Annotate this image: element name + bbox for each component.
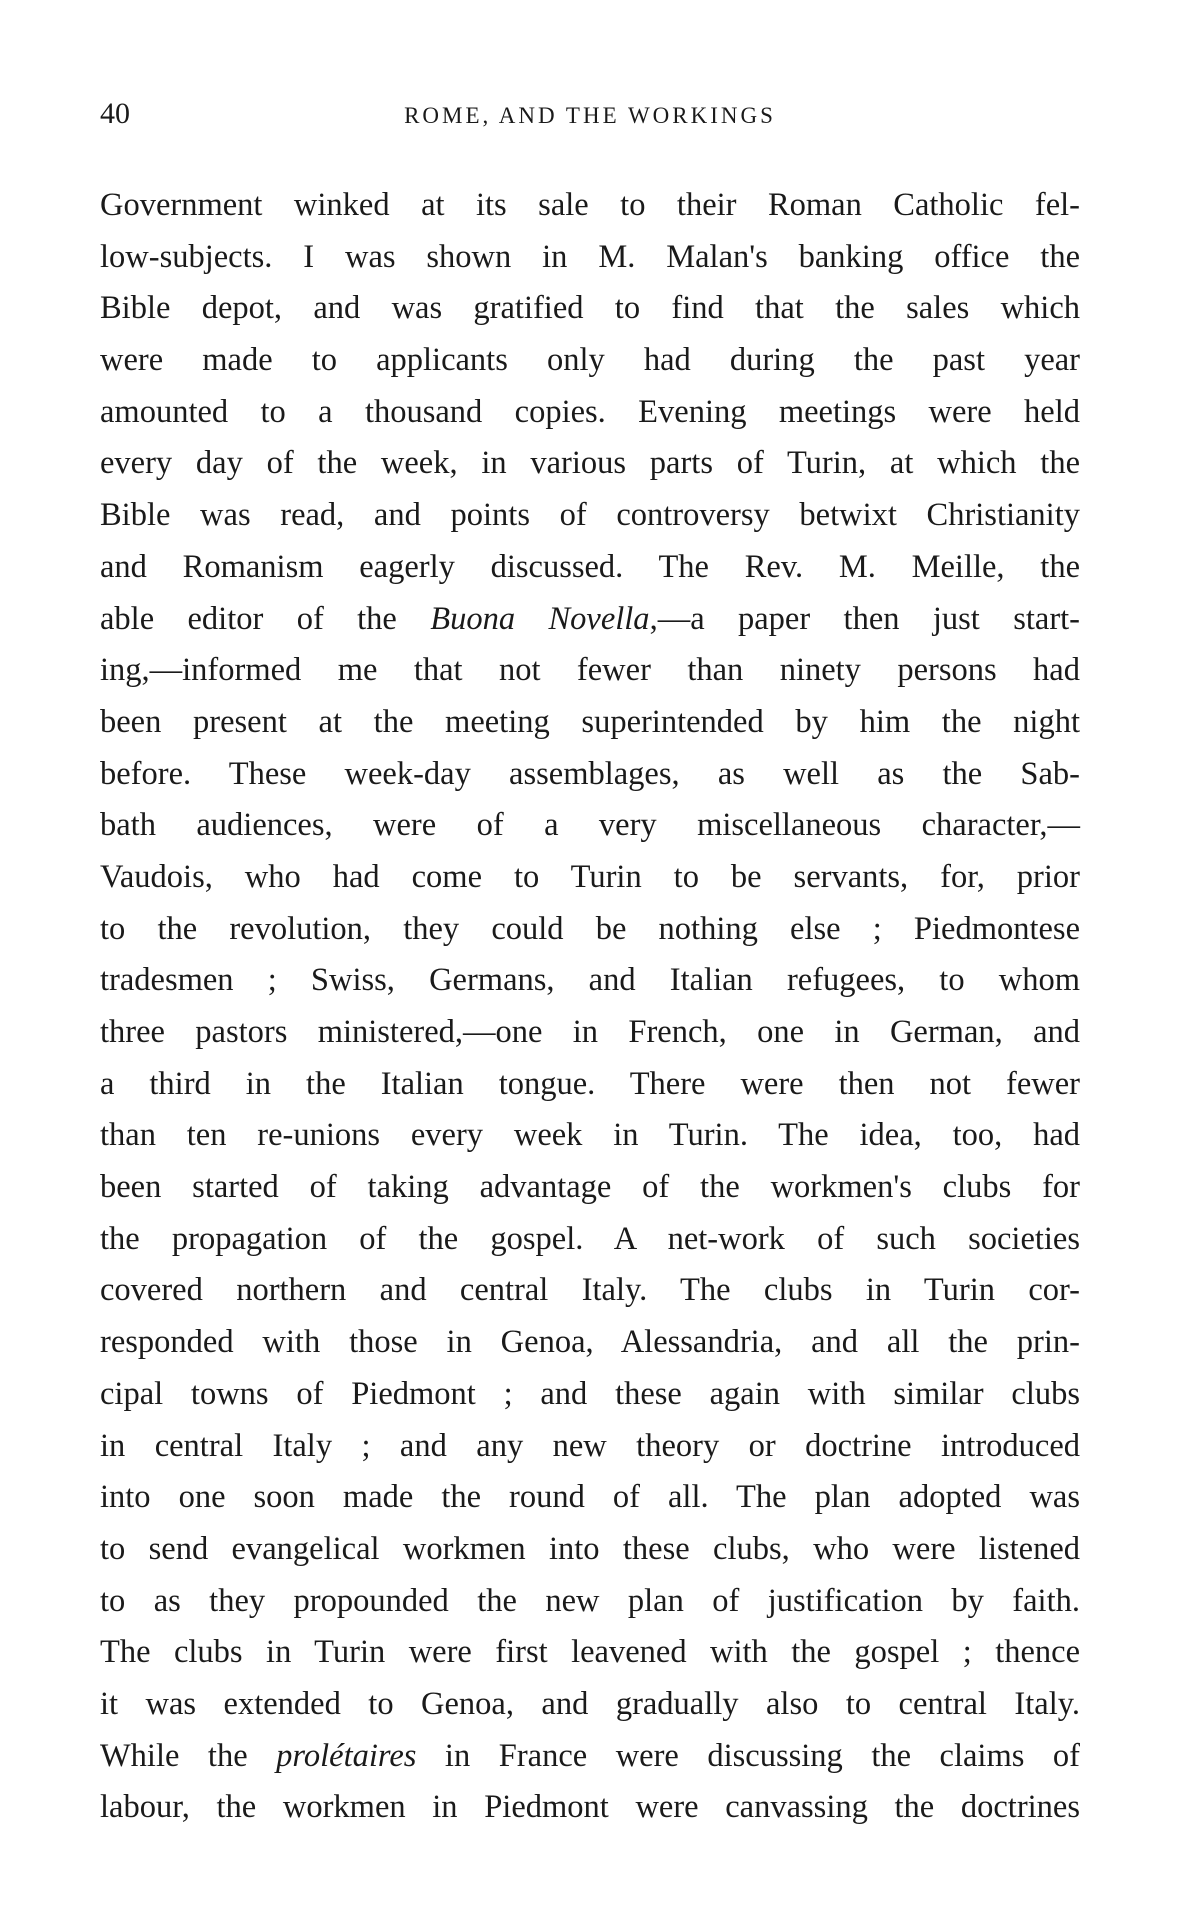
text-line: and Romanism eagerly discussed. The Rev. M. Meille, the	[100, 548, 1080, 585]
text-line: before. These week-day assemblages, as well as the Sab-	[100, 755, 1080, 792]
text-line: the propagation of the gospel. A net-work of such societies	[100, 1220, 1080, 1257]
text-line: cipal towns of Piedmont ; and these again with similar clubs	[100, 1375, 1080, 1412]
text-line: Vaudois, who had come to Turin to be servants, for, prior	[100, 858, 1080, 895]
text-line: been present at the meeting superintended by him the night	[100, 703, 1080, 740]
text-line: Government winked at its sale to their Roman Catholic fel-	[100, 187, 1080, 223]
text-line: tradesmen ; Swiss, Germans, and Italian refugees, to whom	[100, 962, 1080, 999]
italic-phrase: prolétaires	[276, 1737, 417, 1774]
italic-phrase: Buona Novella	[430, 600, 650, 637]
text-line: low-subjects. I was shown in M. Malan's banking office the	[100, 238, 1080, 275]
text-line: amounted to a thousand copies. Evening meetings were held	[100, 393, 1080, 430]
text-line: able editor of the Buona Novella,—a paper then just start-	[100, 600, 1080, 637]
text-line: While the prolétaires in France were discussing the claims of	[100, 1737, 1080, 1774]
page-header	[100, 94, 1080, 134]
text-line: every day of the week, in various parts of Turin, at which the	[100, 445, 1080, 482]
text-line: Bible was read, and points of controversy betwixt Christianity	[100, 497, 1080, 534]
text-line: in central Italy ; and any new theory or doctrine introduced	[100, 1427, 1080, 1464]
text-line: to send evangelical workmen into these clubs, who were listened	[100, 1530, 1080, 1567]
text-line: to the revolution, they could be nothing else ; Piedmontese	[100, 910, 1080, 947]
text-line: a third in the Italian tongue. There were then not fewer	[100, 1065, 1080, 1102]
text-line: ing,—informed me that not fewer than ninety persons had	[100, 652, 1080, 689]
text-line: into one soon made the round of all. The plan adopted was	[100, 1479, 1080, 1516]
running-head: ROME, AND THE WORKINGS	[404, 103, 776, 128]
text-line: three pastors ministered,—one in French, one in German, and	[100, 1014, 1080, 1050]
text-line: to as they propounded the new plan of justification by faith.	[100, 1582, 1080, 1619]
text-line: bath audiences, were of a very miscellaneous character,—	[100, 807, 1080, 844]
text-line: covered northern and central Italy. The clubs in Turin cor-	[100, 1272, 1080, 1309]
text-line: Bible depot, and was gratified to find that the sales which	[100, 290, 1080, 327]
text-line: it was extended to Genoa, and gradually also to central Italy.	[100, 1685, 1080, 1722]
text-line: were made to applicants only had during the past year	[100, 342, 1080, 379]
page-number: 40	[100, 97, 130, 130]
text-line: labour, the workmen in Piedmont were canvassing the doctrines	[100, 1789, 1080, 1826]
text-line: The clubs in Turin were first leavened with the gospel ; thence	[100, 1634, 1080, 1671]
body-text	[100, 180, 1080, 1834]
text-line: been started of taking advantage of the workmen's clubs for	[100, 1169, 1080, 1206]
text-line: responded with those in Genoa, Alessandria, and all the prin-	[100, 1324, 1080, 1361]
text-line: than ten re-unions every week in Turin. The idea, too, had	[100, 1117, 1080, 1154]
